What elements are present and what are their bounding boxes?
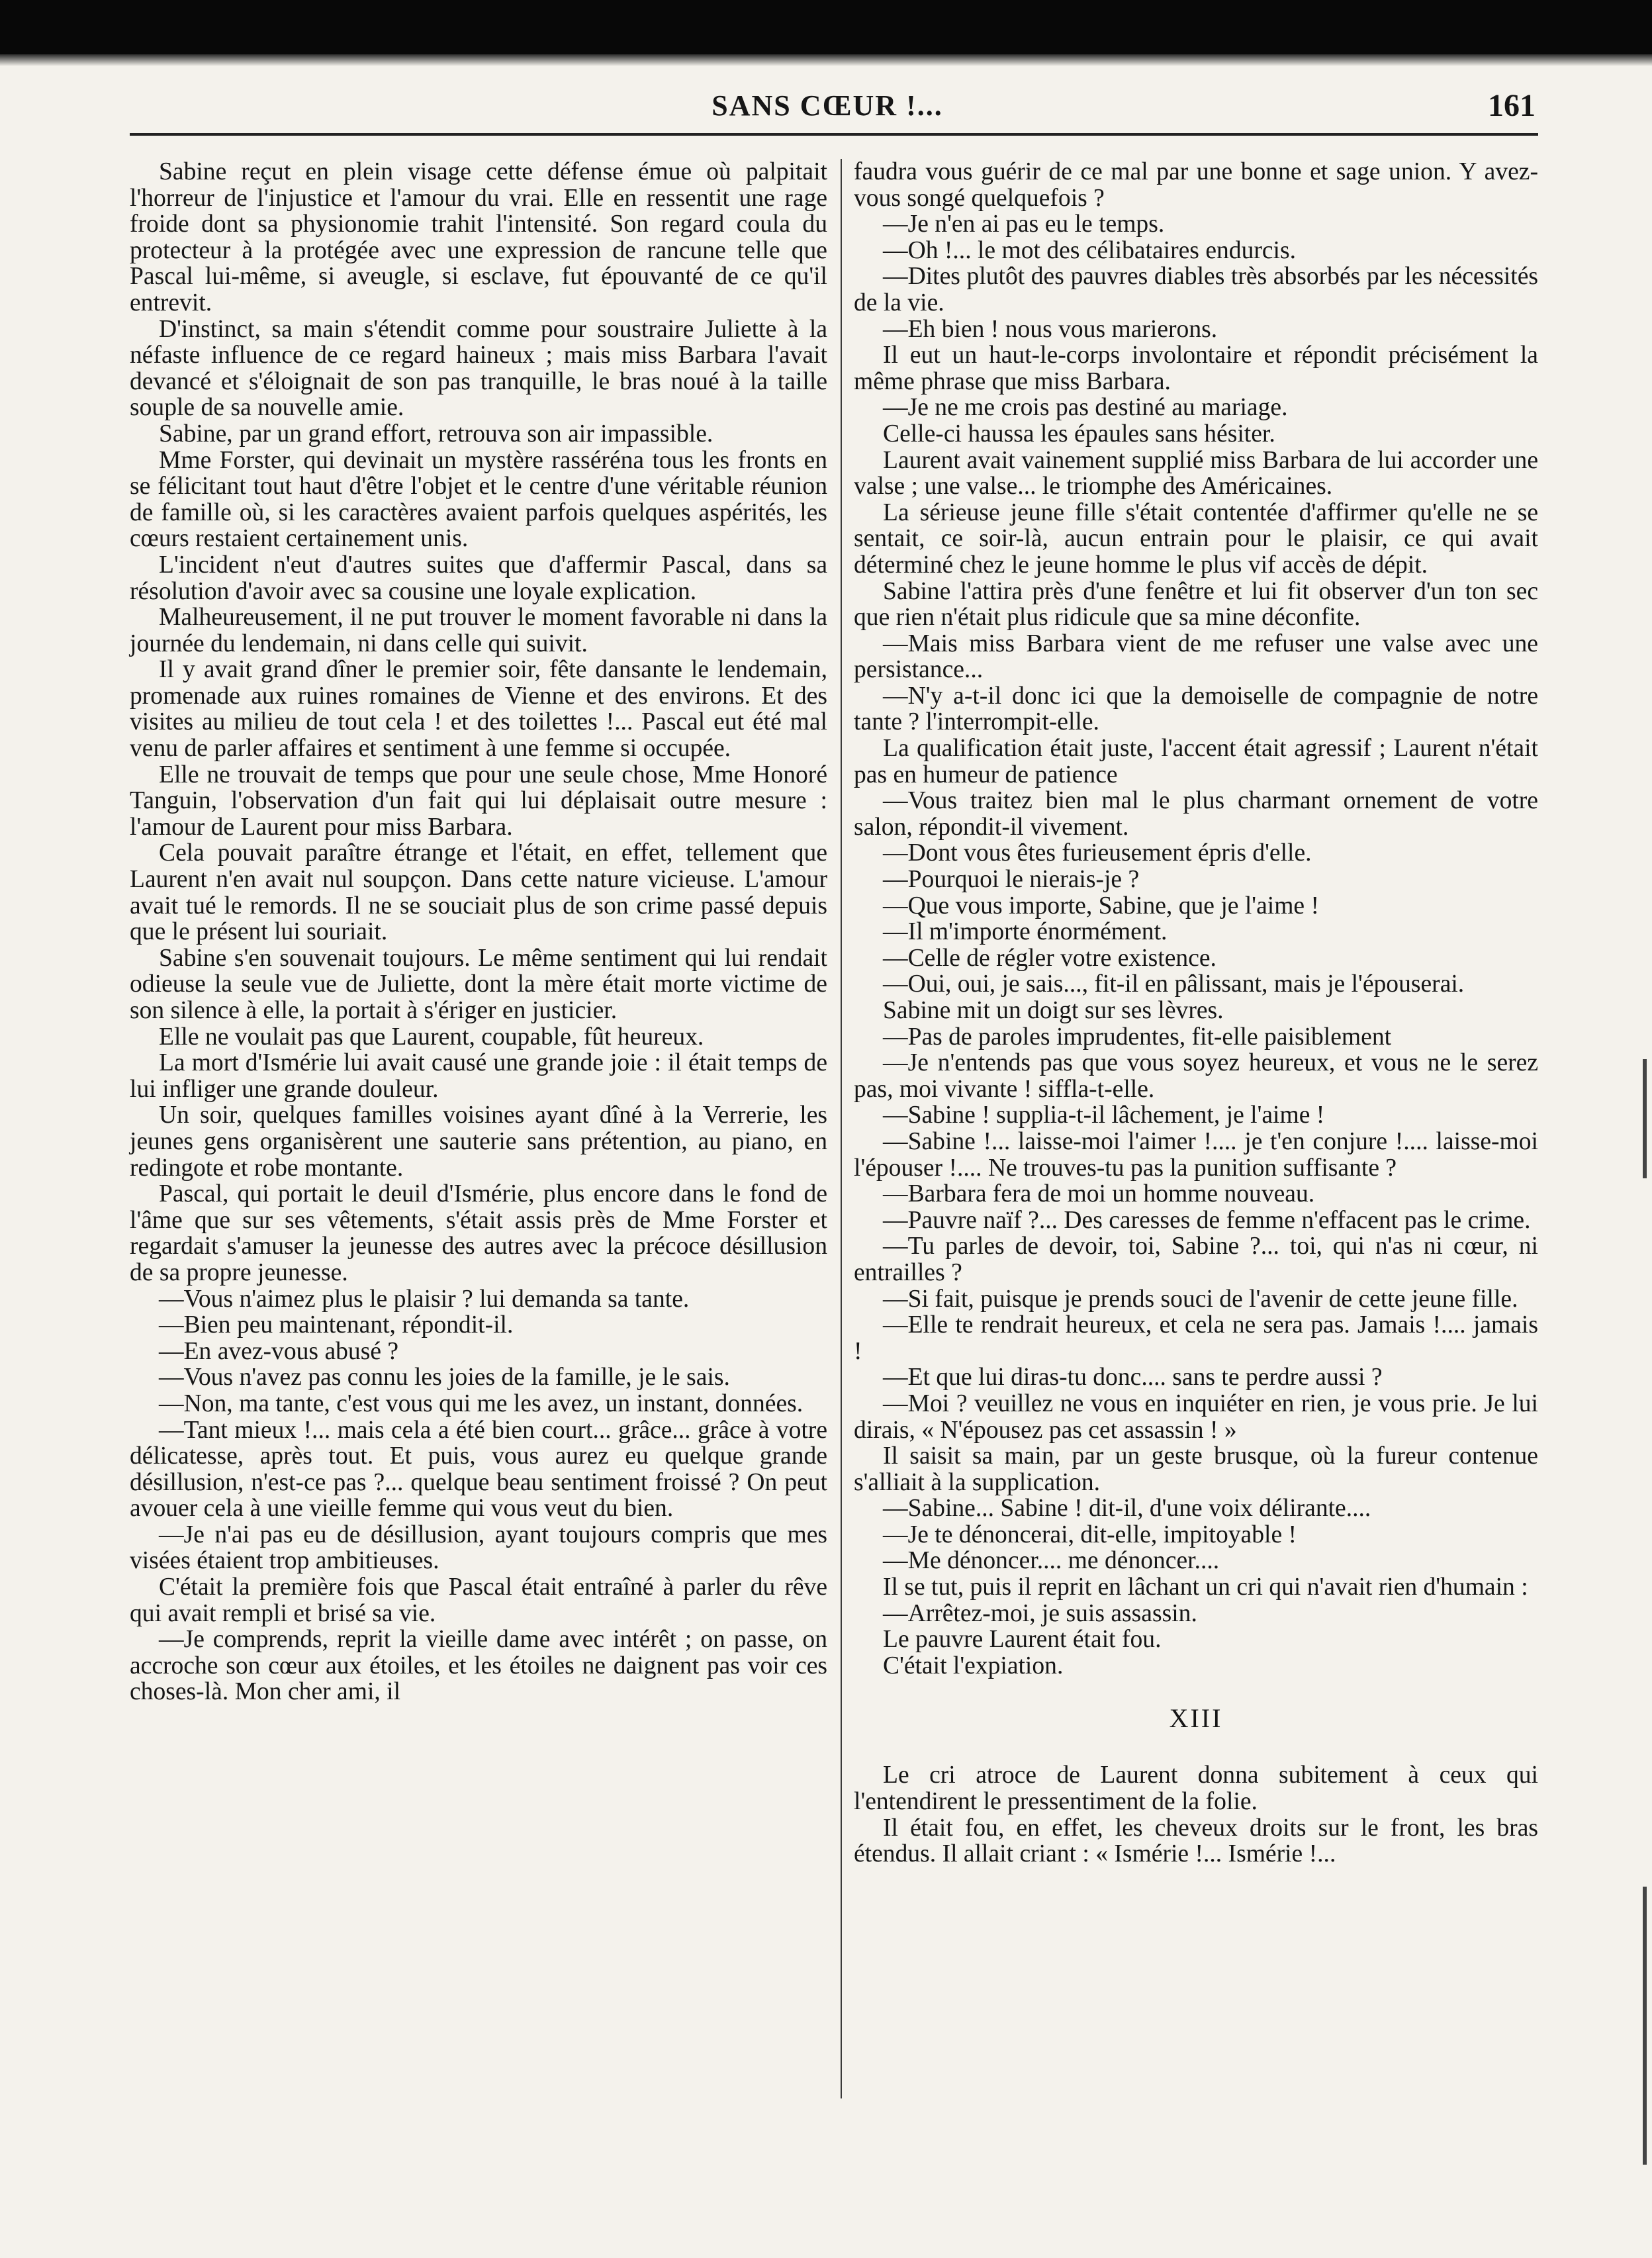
chapter-heading: XIII [1169,1703,1223,1734]
paragraph: —Barbara fera de moi un homme nouveau. [883,1180,1315,1208]
paragraph: Il était fou, en effet, les cheveux droits sur le front, les bras étendus. Il allait criant : « Ismérie !... Ismérie !... [854,1814,1538,1868]
paragraph: Malheureusement, il ne put trouver le moment favorable ni dans la journée du lendemain, ni dans celle qui suivit. [130,604,827,657]
paragraph: Laurent avait vainement supplié miss Barbara de lui accorder une valse ; une valse... le triomphe des Américaines. [854,446,1538,500]
paragraph: —Elle te rendrait heureux, et cela ne sera pas. Jamais !.... jamais ! [854,1311,1538,1365]
running-head [0,85,1652,131]
paragraph: —Arrêtez-moi, je suis assassin. [883,1599,1197,1627]
running-title: SANS CŒUR !... [711,89,943,122]
paragraph: Il y avait grand dîner le premier soir, fête dansante le lendemain, promenade aux ruines romaines de Vienne et des environs. Et des visites au milieu de tout cela ! et des toilettes !... Pascal eut été mal venu de parler affaires et sentiment à une femme si occupée. [130,656,827,763]
paragraph: Elle ne voulait pas que Laurent, coupable, fût heureux. [159,1023,704,1051]
paragraph: —Dont vous êtes furieusement épris d'elle. [883,839,1312,867]
paragraph: —Je comprends, reprit la vieille dame avec intérêt ; on passe, on accroche son cœur aux étoiles, et les étoiles ne daignent pas voir ces choses-là. Mon cher ami, il [130,1626,827,1706]
paragraph: Un soir, quelques familles voisines ayant dîné à la Verrerie, les jeunes gens organisèrent une sauterie sans prétention, au piano, en redingote et robe montante. [130,1102,827,1182]
paragraph: D'instinct, sa main s'étendit comme pour soustraire Juliette à la néfaste influence de ce regard haineux ; mais miss Barbara l'avait devancé et s'éloignait de son pas tranquille, le bras noué à la taille souple de sa nouvelle amie. [130,315,827,422]
paragraph: Sabine l'attira près d'une fenêtre et lui fit observer d'un ton sec que rien n'était plus ridicule que sa mine déconfite. [854,577,1538,632]
header-rule [130,133,1538,136]
paragraph: Il eut un haut-le-corps involontaire et répondit précisément la même phrase que miss Barbara. [854,342,1538,395]
paragraph: —Je te dénoncerai, dit-elle, impitoyable ! [883,1521,1297,1548]
paragraph: Le cri atroce de Laurent donna subitement à ceux qui l'entendirent le pressentiment de la folie. [854,1762,1538,1816]
paragraph: —Il m'importe énormément. [883,918,1168,946]
paragraph: —Vous n'avez pas connu les joies de la famille, je le sais. [159,1364,730,1391]
paragraph: —Sabine !... laisse-moi l'aimer !.... je t'en conjure !.... laisse-moi l'épouser !.... Ne trouves-tu pas la punition suffisante ? [854,1127,1538,1182]
paragraph: Mme Forster, qui devinait un mystère rasséréna tous les fronts en se félicitant tout haut d'être l'objet et le centre d'une véritable réunion de famille où, si les caractères avaient parfois quelques aspérités, les cœurs restaient certainement unis. [130,446,827,553]
scan-shadow [0,54,1652,66]
paragraph: —Vous n'aimez plus le plaisir ? lui demanda sa tante. [159,1285,690,1313]
paragraph: —Si fait, puisque je prends souci de l'avenir de cette jeune fille. [883,1285,1518,1313]
paragraph: Le pauvre Laurent était fou. [883,1626,1162,1654]
paragraph: Pascal, qui portait le deuil d'Ismérie, plus encore dans le fond de l'âme que sur ses vêtements, s'était assis près de Mme Forster et regardait s'amuser la jeunesse des autres avec la précoce désillusion de sa propre jeunesse. [130,1180,827,1286]
paragraph: Sabine reçut en plein visage cette défense émue où palpitait l'horreur de l'injustice et l'amour du vrai. Elle en ressentit une rage froide dont sa physionomie trahit l'intensité. Son regard coula du protecteur à la protégée avec une expression de rancune telle que Pascal lui-même, si aveugle, si esclave, fut épouvanté de ce qu'il entrevit. [130,158,827,316]
left-column [130,159,827,2237]
paragraph: —Bien peu maintenant, répondit-il. [159,1311,514,1339]
paragraph: —Je n'en ai pas eu le temps. [883,211,1165,238]
paragraph: —Tu parles de devoir, toi, Sabine ?... toi, qui n'as ni cœur, ni entrailles ? [854,1233,1538,1286]
paragraph: —Oui, oui, je sais..., fit-il en pâlissant, mais je l'épouserai. [883,970,1465,998]
page-number: 161 [1488,88,1536,123]
paragraph: —Que vous importe, Sabine, que je l'aime ! [883,892,1320,919]
paragraph: —Oh !... le mot des célibataires endurcis. [883,236,1297,264]
paragraph: Sabine mit un doigt sur ses lèvres. [883,997,1224,1024]
paragraph: —Tant mieux !... mais cela a été bien court... grâce... grâce à votre délicatesse, après tout. Et puis, vous aurez eu quelque grande désillusion, n'est-ce pas ?... quelque beau sentiment froissé ? On peut avouer cela à une vieille femme qui vous veut du bien. [130,1416,827,1523]
scan-top-border [0,0,1652,54]
paragraph: —Me dénoncer.... me dénoncer.... [883,1547,1220,1575]
paragraph: Celle-ci haussa les épaules sans hésiter. [883,420,1275,447]
scan-edge-mark [1643,1887,1647,2165]
paragraph: —Et que lui diras-tu donc.... sans te perdre aussi ? [883,1364,1383,1391]
paragraph: —Sabine... Sabine ! dit-il, d'une voix délirante.... [883,1495,1371,1523]
paragraph: —Dites plutôt des pauvres diables très absorbés par les nécessités de la vie. [854,263,1538,316]
paragraph: —N'y a-t-il donc ici que la demoiselle de compagnie de notre tante ? l'interrompit-elle. [854,682,1538,736]
paragraph: La sérieuse jeune fille s'était contentée d'affirmer qu'elle ne se sentait, ce soir-là, aucun entrain pour le plaisir, ce qui avait déterminé chez le jeune homme le plus vif accès de dépit. [854,498,1538,579]
paragraph: La mort d'Ismérie lui avait causé une grande joie : il était temps de lui infliger une grande douleur. [130,1049,827,1103]
paragraph: —Celle de régler votre existence. [883,944,1216,972]
paragraph: Cela pouvait paraître étrange et l'était, en effet, tellement que Laurent n'en avait nul soupçon. Dans cette nature vicieuse. L'amour avait tué le remords. Il ne se souciait plus de son crime passé depuis que le présent lui souriait. [130,839,827,946]
paragraph: faudra vous guérir de ce mal par une bonne et sage union. Y avez-vous songé quelquefois ? [854,158,1538,212]
paragraph: —Eh bien ! nous vous marierons. [883,315,1218,343]
paragraph: —Moi ? veuillez ne vous en inquiéter en rien, je vous prie. Je lui dirais, « N'épousez pas cet assassin ! » [854,1389,1538,1444]
paragraph: Sabine, par un grand effort, retrouva son air impassible. [159,420,713,447]
paragraph: Sabine s'en souvenait toujours. Le même sentiment qui lui rendait odieuse la seule vue de Juliette, dont la mère était morte victime de son silence à elle, la portait à s'ériger en justicier. [130,944,827,1024]
column-divider [841,159,842,2098]
paragraph: —Vous traitez bien mal le plus charmant ornement de votre salon, répondit-il vivement. [854,787,1538,841]
paragraph: —Pauvre naïf ?... Des caresses de femme n'effacent pas le crime. [883,1206,1531,1234]
paragraph: —Pas de paroles imprudentes, fit-elle paisiblement [883,1023,1392,1051]
paragraph: —Non, ma tante, c'est vous qui me les avez, un instant, données. [159,1389,803,1417]
paragraph: Il saisit sa main, par un geste brusque, où la fureur contenue s'alliait à la supplication. [854,1442,1538,1496]
paragraph: —Mais miss Barbara vient de me refuser une valse avec une persistance... [854,630,1538,684]
paragraph: Il se tut, puis il reprit en lâchant un cri qui n'avait rien d'humain : [883,1574,1528,1601]
paragraph: Elle ne trouvait de temps que pour une seule chose, Mme Honoré Tanguin, l'observation d'un fait qui lui déplaisait outre mesure : l'amour de Laurent pour miss Barbara. [130,761,827,841]
paragraph: L'incident n'eut d'autres suites que d'affermir Pascal, dans sa résolution d'avoir avec sa cousine une loyale explication. [130,551,827,605]
paragraph: C'était la première fois que Pascal était entraîné à parler du rêve qui avait rempli et brisé sa vie. [130,1574,827,1627]
paragraph: —Je ne me crois pas destiné au mariage. [883,394,1288,422]
paragraph: —Je n'entends pas que vous soyez heureux, et vous ne le serez pas, moi vivante ! siffla-t-elle. [854,1049,1538,1103]
paragraph: —Sabine ! supplia-t-il lâchement, je l'aime ! [883,1102,1325,1129]
paragraph: C'était l'expiation. [883,1652,1064,1679]
right-column [854,159,1538,2237]
paragraph: —Pourquoi le nierais-je ? [883,866,1140,894]
paragraph: —Je n'ai pas eu de désillusion, ayant toujours compris que mes visées étaient trop ambitieuses. [130,1521,827,1575]
paragraph: —En avez-vous abusé ? [159,1337,399,1365]
scan-edge-mark [1643,1059,1647,1178]
paragraph: La qualification était juste, l'accent était agressif ; Laurent n'était pas en humeur de patience [854,735,1538,788]
